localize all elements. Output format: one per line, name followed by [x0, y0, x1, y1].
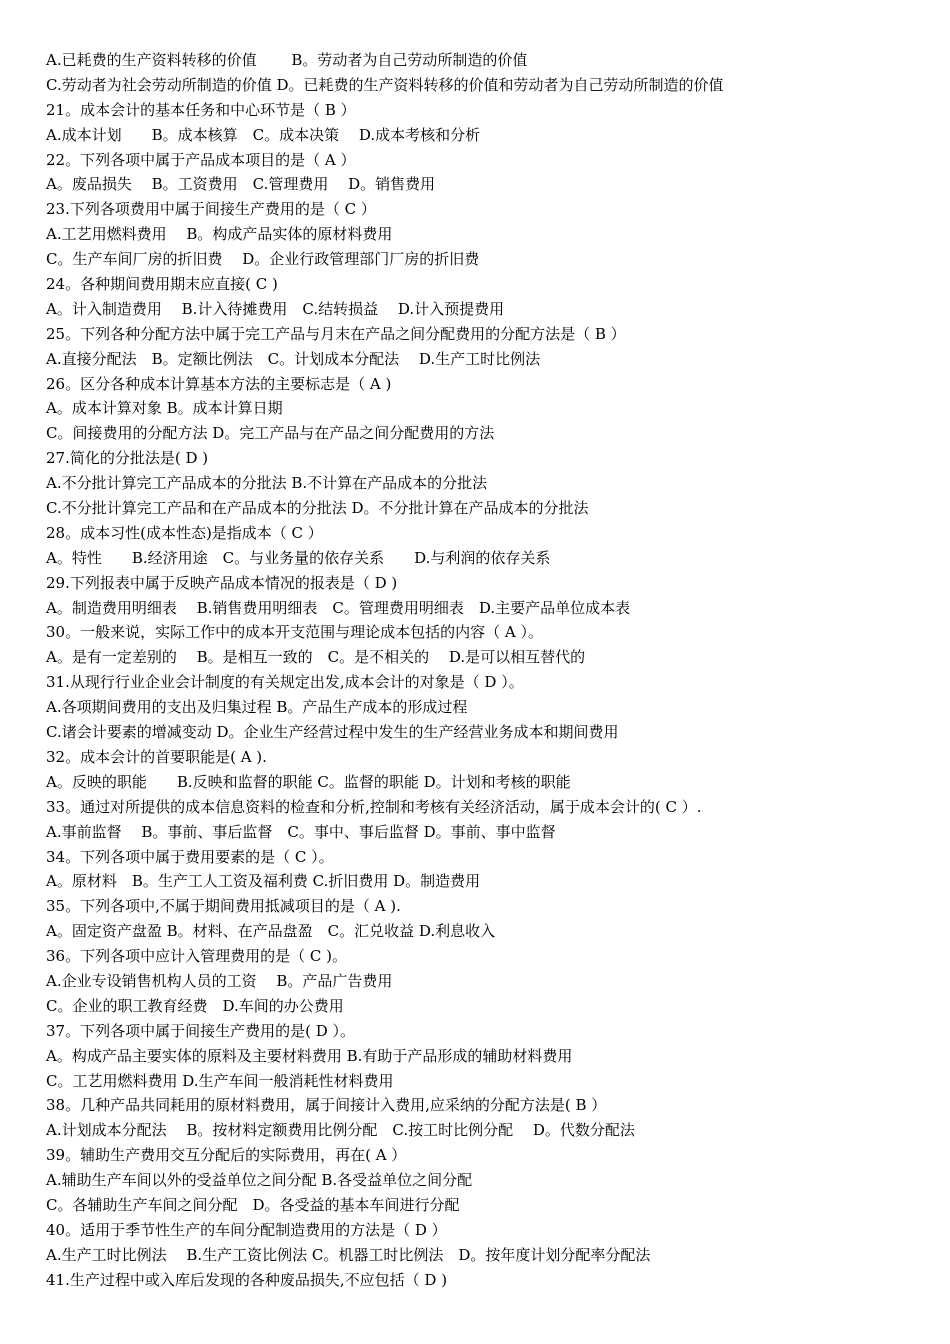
options-line: C.不分批计算完工产品和在产品成本的分批法 D。不分批计算在产品成本的分批法 [46, 499, 589, 518]
options-line: A。成本计算对象 B。成本计算日期 [46, 399, 283, 418]
question-line: 29.下列报表中属于反映产品成本情况的报表是（ D ) [46, 573, 398, 592]
options-line: C。间接费用的分配方法 D。完工产品与在产品之间分配费用的方法 [46, 424, 495, 443]
options-line: C。生产车间厂房的折旧费 D。企业行政管理部门厂房的折旧费 [46, 250, 480, 269]
options-line: A。是有一定差别的 B。是相互一致的 C。是不相关的 D.是可以相互替代的 [46, 648, 586, 667]
options-line: A。计入制造费用 B.计入待摊费用 C.结转损益 D.计入预提费用 [46, 299, 505, 318]
options-line: C。各辅助生产车间之间分配 D。各受益的基本车间进行分配 [46, 1195, 460, 1214]
options-line: A.不分批计算完工产品成本的分批法 B.不计算在产品成本的分批法 [46, 474, 488, 493]
question-line: 24。各种期间费用期末应直接( C ) [46, 275, 278, 294]
question-line: 32。成本会计的首要职能是( A ). [46, 747, 267, 766]
question-line: 37。下列各项中属于间接生产费用的是( D ）。 [46, 1021, 356, 1040]
question-line: 25。下列各种分配方法中属于完工产品与月末在产品之间分配费用的分配方法是（ B ） [46, 324, 626, 343]
options-line: A.直接分配法 B。定额比例法 C。计划成本分配法 D.生产工时比例法 [46, 349, 541, 368]
question-line: 41.生产过程中或入库后发现的各种废品损失,不应包括（ D ) [46, 1270, 448, 1289]
options-line: A。原材料 B。生产工人工资及福利费 C.折旧费用 D。制造费用 [46, 872, 481, 891]
question-line: 23.下列各项费用中属于间接生产费用的是（ C ） [46, 200, 376, 219]
options-line: A。固定资产盘盈 B。材料、在产品盘盈 C。汇兑收益 D.利息收入 [46, 922, 496, 941]
options-line: C。工艺用燃料费用 D.生产车间一般消耗性材料费用 [46, 1071, 394, 1090]
options-line: A.企业专设销售机构人员的工资 B。产品广告费用 [46, 971, 393, 990]
question-line: 33。通过对所提供的成本信息资料的检查和分析,控制和考核有关经济活动，属于成本会计的( C ）. [46, 797, 702, 816]
options-line: A.计划成本分配法 B。按材料定额费用比例分配 C.按工时比例分配 D。代数分配法 [46, 1121, 635, 1140]
question-line: 27.简化的分批法是( D ) [46, 449, 209, 468]
options-line: A.事前监督 B。事前、事后监督 C。事中、事后监督 D。事前、事中监督 [46, 822, 556, 841]
text-line: C.劳动者为社会劳动所制造的价值 D。已耗费的生产资料转移的价值和劳动者为自己劳动所制造的价值 [46, 75, 724, 94]
options-line: A。废品损失 B。工资费用 C.管理费用 D。销售费用 [46, 175, 436, 194]
question-line: 34。下列各项中属于费用要素的是（ C ）。 [46, 847, 334, 866]
options-line: A。特性 B.经济用途 C。与业务量的依存关系 D.与利润的依存关系 [46, 548, 551, 567]
options-line: A。反映的职能 B.反映和监督的职能 C。监督的职能 D。计划和考核的职能 [46, 772, 571, 791]
document-page [46, 48, 926, 1293]
question-line: 21。成本会计的基本任务和中心环节是（ B ） [46, 100, 356, 119]
question-line: 40。适用于季节性生产的车间分配制造费用的方法是（ D ） [46, 1220, 447, 1239]
question-line: 30。一般来说，实际工作中的成本开支范围与理论成本包括的内容（ A ）。 [46, 623, 543, 642]
options-line: A.辅助生产车间以外的受益单位之间分配 B.各受益单位之间分配 [46, 1171, 473, 1190]
options-line: C。企业的职工教育经费 D.车间的办公费用 [46, 996, 344, 1015]
options-line: A.生产工时比例法 B.生产工资比例法 C。机器工时比例法 D。按年度计划分配率分配法 [46, 1245, 651, 1264]
options-line: A。构成产品主要实体的原料及主要材料费用 B.有助于产品形成的辅助材料费用 [46, 1046, 573, 1065]
question-line: 35。下列各项中,不属于期间费用抵减项目的是（ A ). [46, 897, 401, 916]
question-line: 22。下列各项中属于产品成本项目的是（ A ） [46, 150, 356, 169]
options-line: A.工艺用燃料费用 B。构成产品实体的原材料费用 [46, 225, 393, 244]
options-line: A。制造费用明细表 B.销售费用明细表 C。管理费用明细表 D.主要产品单位成本表 [46, 598, 631, 617]
question-line: 36。下列各项中应计入管理费用的是（ C )。 [46, 947, 347, 966]
question-line: 31.从现行行业企业会计制度的有关规定出发,成本会计的对象是（ D ）。 [46, 673, 524, 692]
question-line: 28。成本习性(成本性态)是指成本（ C ） [46, 523, 323, 542]
options-line: C.诸会计要素的增减变动 D。企业生产经营过程中发生的生产经营业务成本和期间费用 [46, 723, 619, 742]
text-line: A.已耗费的生产资料转移的价值 B。劳动者为自己劳动所制造的价值 [46, 51, 528, 69]
options-line: A.各项期间费用的支出及归集过程 B。产品生产成本的形成过程 [46, 698, 468, 717]
question-line: 38。几种产品共同耗用的原材料费用，属于间接计入费用,应采纳的分配方法是( B ） [46, 1096, 607, 1115]
question-line: 39。辅助生产费用交互分配后的实际费用，再在( A ） [46, 1146, 407, 1165]
options-line: A.成本计划 B。成本核算 C。成本决策 D.成本考核和分析 [46, 125, 481, 144]
question-line: 26。区分各种成本计算基本方法的主要标志是（ A ) [46, 374, 392, 393]
